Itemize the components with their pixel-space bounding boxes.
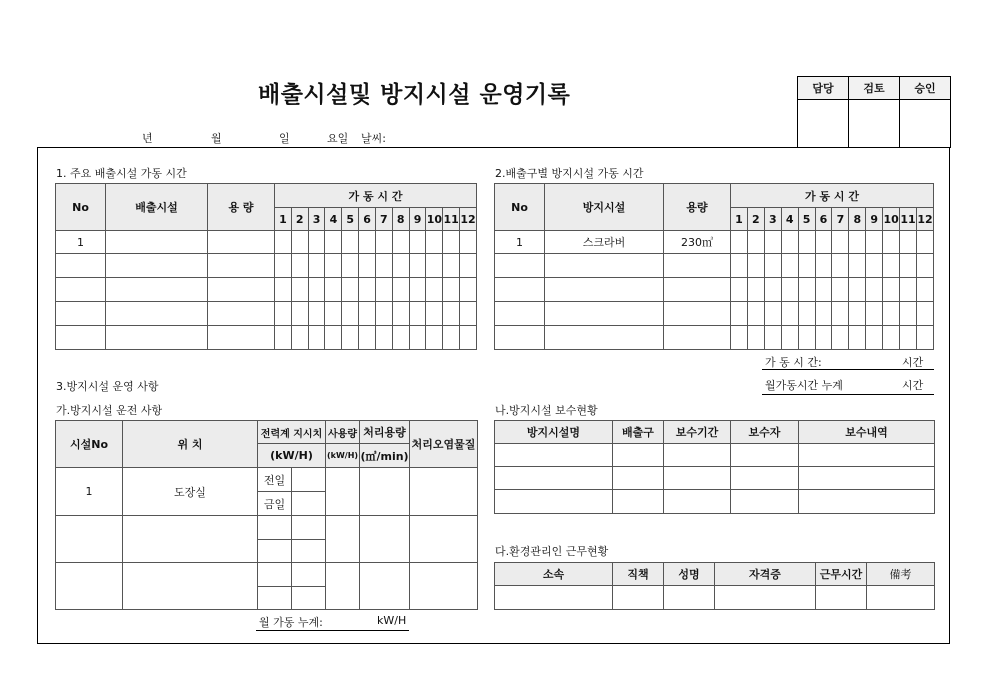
hour-cell[interactable] <box>275 254 292 278</box>
hour-cell[interactable] <box>764 326 781 350</box>
hour-cell[interactable] <box>426 254 443 278</box>
cell[interactable] <box>664 444 731 467</box>
hour-cell[interactable] <box>308 326 325 350</box>
hour-cell[interactable] <box>849 254 866 278</box>
cell-no[interactable] <box>56 254 106 278</box>
hour-cell[interactable] <box>375 231 392 254</box>
cell-no[interactable] <box>495 302 545 326</box>
hour-cell[interactable] <box>815 302 832 326</box>
monthly-power-underline <box>256 630 409 631</box>
total-hours-label: 가 동 시 간: <box>765 356 822 369</box>
header-no: No <box>56 184 106 231</box>
hour-cell[interactable] <box>883 302 900 326</box>
hour-header-9: 9 <box>409 208 426 231</box>
hour-cell[interactable] <box>731 326 748 350</box>
date-weekday: 요일 <box>327 132 349 145</box>
cell[interactable] <box>613 490 664 514</box>
hour-cell[interactable] <box>798 254 815 278</box>
total-hours-underline <box>762 369 934 370</box>
cell[interactable] <box>867 586 935 610</box>
hour-cell[interactable] <box>460 326 477 350</box>
hour-cell[interactable] <box>731 302 748 326</box>
cell-facility[interactable] <box>106 326 208 350</box>
cell-capacity[interactable] <box>208 326 275 350</box>
hour-header-6: 6 <box>359 208 376 231</box>
header-location: 위 치 <box>123 421 258 468</box>
header-remarks: 備考 <box>867 563 935 586</box>
cell-today-label[interactable] <box>258 587 292 610</box>
hour-cell[interactable] <box>392 254 409 278</box>
hour-cell[interactable] <box>781 278 798 302</box>
header-outlet: 배출구 <box>613 421 664 444</box>
monthly-hours-unit: 시간 <box>902 379 924 392</box>
cell-facility-no[interactable] <box>56 516 123 563</box>
hour-cell[interactable] <box>900 302 917 326</box>
hour-cell[interactable] <box>460 254 477 278</box>
hour-header-5: 5 <box>342 208 359 231</box>
approval-charge-sign[interactable] <box>798 100 849 148</box>
hour-cell[interactable] <box>325 278 342 302</box>
hour-cell[interactable] <box>815 231 832 254</box>
hour-cell[interactable] <box>883 326 900 350</box>
maintenance-table <box>494 420 935 514</box>
hour-cell[interactable] <box>747 231 764 254</box>
hour-cell[interactable] <box>731 254 748 278</box>
approval-approve-header: 승인 <box>900 77 951 100</box>
hour-cell[interactable] <box>275 231 292 254</box>
table-row <box>495 302 934 326</box>
cell[interactable] <box>731 444 799 467</box>
cell-treatment[interactable] <box>360 468 410 516</box>
monthly-power-label: 월 가동 누계: <box>259 616 323 629</box>
hour-cell[interactable] <box>443 278 460 302</box>
cell[interactable] <box>613 444 664 467</box>
cell[interactable] <box>799 490 935 514</box>
hour-cell[interactable] <box>460 231 477 254</box>
approval-approve-sign[interactable] <box>900 100 951 148</box>
cell-prev-day-value[interactable] <box>292 563 326 587</box>
cell[interactable] <box>715 586 816 610</box>
cell-capacity[interactable] <box>208 278 275 302</box>
hour-cell[interactable] <box>764 278 781 302</box>
cell-facility[interactable]: 스크라버 <box>545 231 664 254</box>
hour-cell[interactable] <box>764 302 781 326</box>
hour-cell[interactable] <box>460 278 477 302</box>
hour-cell[interactable] <box>866 278 883 302</box>
cell-facility[interactable] <box>106 254 208 278</box>
hour-cell[interactable] <box>900 231 917 254</box>
header-pollutant: 처리오염물질 <box>410 421 478 468</box>
hour-cell[interactable] <box>747 278 764 302</box>
hour-cell[interactable] <box>443 231 460 254</box>
cell[interactable] <box>731 467 799 490</box>
hour-cell[interactable] <box>849 278 866 302</box>
cell-facility[interactable] <box>545 326 664 350</box>
hour-cell[interactable] <box>781 326 798 350</box>
hour-cell[interactable] <box>342 302 359 326</box>
hour-cell[interactable] <box>359 278 376 302</box>
hour-cell[interactable] <box>426 278 443 302</box>
header-power-meter: 전력계 지시치 <box>258 421 326 444</box>
cell-location[interactable] <box>123 563 258 610</box>
header-usage-unit: (kW/H) <box>326 444 360 468</box>
table-row <box>495 231 934 254</box>
hour-cell[interactable] <box>359 326 376 350</box>
hour-cell[interactable] <box>832 231 849 254</box>
hour-cell[interactable] <box>798 278 815 302</box>
hour-cell[interactable] <box>849 302 866 326</box>
hour-cell[interactable] <box>443 254 460 278</box>
table-row <box>56 302 477 326</box>
cell-no[interactable]: 1 <box>56 231 106 254</box>
hour-cell[interactable] <box>883 231 900 254</box>
cell-treatment[interactable] <box>360 563 410 610</box>
cell-today-value[interactable] <box>292 540 326 563</box>
hour-cell[interactable] <box>342 231 359 254</box>
approval-review-header: 검토 <box>849 77 900 100</box>
hour-cell[interactable] <box>832 254 849 278</box>
header-usage: 사용량 <box>326 421 360 444</box>
hour-header-7: 7 <box>832 208 849 231</box>
table-row <box>56 231 477 254</box>
hour-cell[interactable] <box>443 302 460 326</box>
cell-location[interactable]: 도장실 <box>123 468 258 516</box>
header-prevention-name: 방지시설명 <box>495 421 613 444</box>
cell[interactable] <box>664 586 715 610</box>
hour-cell[interactable] <box>798 326 815 350</box>
cell[interactable] <box>799 467 935 490</box>
hour-header-2: 2 <box>291 208 308 231</box>
cell-no[interactable] <box>495 254 545 278</box>
hour-cell[interactable] <box>325 254 342 278</box>
hour-cell[interactable] <box>375 254 392 278</box>
section3-caption: 3.방지시설 운영 사항 <box>56 380 159 393</box>
header-power-meter-unit: (kW/H) <box>258 444 326 468</box>
table-row <box>495 254 934 278</box>
section1-caption: 1. 주요 배출시설 가동 시간 <box>56 167 187 180</box>
hour-cell[interactable] <box>409 326 426 350</box>
cell-facility[interactable] <box>106 231 208 254</box>
header-treatment-capacity: 처리용량 <box>360 421 410 444</box>
cell-no[interactable] <box>56 278 106 302</box>
section-b-caption: 나.방지시설 보수현황 <box>495 404 598 417</box>
hour-cell[interactable] <box>849 231 866 254</box>
hour-cell[interactable] <box>426 302 443 326</box>
cell-today-value[interactable] <box>292 492 326 516</box>
cell-no[interactable] <box>56 326 106 350</box>
hour-cell[interactable] <box>731 231 748 254</box>
hour-cell[interactable] <box>375 302 392 326</box>
hour-header-8: 8 <box>392 208 409 231</box>
cell-facility-no[interactable]: 1 <box>56 468 123 516</box>
cell[interactable] <box>799 444 935 467</box>
cell-facility-no[interactable] <box>56 563 123 610</box>
hour-header-10: 10 <box>883 208 900 231</box>
hour-cell[interactable] <box>375 278 392 302</box>
cell-prev-day-label[interactable] <box>258 563 292 587</box>
header-affiliation: 소속 <box>495 563 613 586</box>
table-row <box>56 278 477 302</box>
hour-cell[interactable] <box>798 302 815 326</box>
cell-capacity[interactable] <box>664 302 731 326</box>
hour-cell[interactable] <box>781 254 798 278</box>
header-operating-hours: 가 동 시 간 <box>731 184 934 208</box>
hour-cell[interactable] <box>815 278 832 302</box>
cell-prev-day-value[interactable] <box>292 516 326 540</box>
monthly-power-unit: kW/H <box>377 614 407 627</box>
header-capacity: 용 량 <box>208 184 275 231</box>
hour-cell[interactable] <box>359 254 376 278</box>
cell-pollutant[interactable] <box>410 563 478 610</box>
cell-no[interactable] <box>56 302 106 326</box>
hour-header-12: 12 <box>460 208 477 231</box>
cell[interactable] <box>664 490 731 514</box>
operation-table <box>55 420 478 610</box>
cell-facility[interactable] <box>545 278 664 302</box>
cell-facility[interactable] <box>106 302 208 326</box>
hour-cell[interactable] <box>342 278 359 302</box>
hour-header-3: 3 <box>308 208 325 231</box>
hour-header-1: 1 <box>275 208 292 231</box>
hour-header-2: 2 <box>747 208 764 231</box>
approval-box <box>797 76 951 148</box>
hour-header-1: 1 <box>731 208 748 231</box>
hour-header-12: 12 <box>916 208 933 231</box>
hour-cell[interactable] <box>815 326 832 350</box>
hour-cell[interactable] <box>392 231 409 254</box>
cell-pollutant[interactable] <box>410 468 478 516</box>
header-work-hours: 근무시간 <box>816 563 867 586</box>
hour-header-4: 4 <box>325 208 342 231</box>
hour-header-9: 9 <box>866 208 883 231</box>
hour-cell[interactable] <box>731 278 748 302</box>
hour-cell[interactable] <box>747 254 764 278</box>
hour-cell[interactable] <box>900 278 917 302</box>
cell-no[interactable] <box>495 278 545 302</box>
hour-cell[interactable] <box>325 302 342 326</box>
hour-cell[interactable] <box>916 278 933 302</box>
approval-charge-header: 담당 <box>798 77 849 100</box>
hour-cell[interactable] <box>849 326 866 350</box>
cell[interactable] <box>816 586 867 610</box>
header-no: No <box>495 184 545 231</box>
hour-cell[interactable] <box>308 231 325 254</box>
cell-prev-day-label[interactable] <box>258 516 292 540</box>
header-facility: 배출시설 <box>106 184 208 231</box>
hour-cell[interactable] <box>443 326 460 350</box>
cell-capacity[interactable] <box>664 278 731 302</box>
cell-usage[interactable] <box>326 563 360 610</box>
hour-cell[interactable] <box>392 302 409 326</box>
cell[interactable] <box>495 490 613 514</box>
header-facility: 방지시설 <box>545 184 664 231</box>
hour-cell[interactable] <box>392 278 409 302</box>
hour-header-5: 5 <box>798 208 815 231</box>
hour-cell[interactable] <box>275 302 292 326</box>
hour-cell[interactable] <box>325 231 342 254</box>
hour-cell[interactable] <box>375 326 392 350</box>
cell[interactable] <box>731 490 799 514</box>
hour-cell[interactable] <box>308 302 325 326</box>
hour-cell[interactable] <box>900 326 917 350</box>
cell-usage[interactable] <box>326 468 360 516</box>
hour-cell[interactable] <box>392 326 409 350</box>
cell-capacity[interactable] <box>208 231 275 254</box>
header-facility-no: 시설No <box>56 421 123 468</box>
cell-prev-day-label: 전일 <box>258 468 292 492</box>
hour-cell[interactable] <box>815 254 832 278</box>
cell-usage[interactable] <box>326 516 360 563</box>
hour-cell[interactable] <box>342 326 359 350</box>
cell-no[interactable] <box>495 326 545 350</box>
cell-today-label: 금일 <box>258 492 292 516</box>
hour-cell[interactable] <box>900 254 917 278</box>
hour-cell[interactable] <box>781 302 798 326</box>
hour-cell[interactable] <box>883 278 900 302</box>
hour-cell[interactable] <box>308 278 325 302</box>
table-row <box>495 278 934 302</box>
hour-cell[interactable] <box>409 302 426 326</box>
hour-cell[interactable] <box>916 231 933 254</box>
header-position: 직책 <box>613 563 664 586</box>
total-hours-unit: 시간 <box>902 356 924 369</box>
hour-cell[interactable] <box>832 278 849 302</box>
cell-pollutant[interactable] <box>410 516 478 563</box>
hour-cell[interactable] <box>308 254 325 278</box>
hour-cell[interactable] <box>291 231 308 254</box>
cell[interactable] <box>495 586 613 610</box>
hour-cell[interactable] <box>460 302 477 326</box>
hour-cell[interactable] <box>409 254 426 278</box>
hour-cell[interactable] <box>866 326 883 350</box>
hour-cell[interactable] <box>426 231 443 254</box>
cell-facility[interactable] <box>106 278 208 302</box>
header-repair-details: 보수내역 <box>799 421 935 444</box>
header-operating-hours: 가 동 시 간 <box>275 184 477 208</box>
emission-facility-table <box>55 183 477 350</box>
cell-today-value[interactable] <box>292 587 326 610</box>
hour-cell[interactable] <box>342 254 359 278</box>
hour-cell[interactable] <box>798 231 815 254</box>
hour-cell[interactable] <box>291 278 308 302</box>
cell-capacity[interactable] <box>664 254 731 278</box>
hour-cell[interactable] <box>866 231 883 254</box>
date-month: 월 <box>211 132 222 145</box>
cell-capacity[interactable] <box>208 254 275 278</box>
hour-cell[interactable] <box>916 302 933 326</box>
cell[interactable] <box>664 467 731 490</box>
header-treatment-unit: (㎥/min) <box>360 444 410 468</box>
hour-header-10: 10 <box>426 208 443 231</box>
cell-facility[interactable] <box>545 302 664 326</box>
cell-capacity[interactable]: 230㎥ <box>664 231 731 254</box>
monthly-hours-label: 월가동시간 누계 <box>765 379 843 392</box>
hour-cell[interactable] <box>747 326 764 350</box>
cell-capacity[interactable] <box>208 302 275 326</box>
hour-cell[interactable] <box>359 231 376 254</box>
hour-cell[interactable] <box>916 254 933 278</box>
date-year: 년 <box>142 132 153 145</box>
hour-cell[interactable] <box>832 302 849 326</box>
hour-cell[interactable] <box>359 302 376 326</box>
date-weather: 날씨: <box>361 132 386 145</box>
cell[interactable] <box>495 467 613 490</box>
hour-header-8: 8 <box>849 208 866 231</box>
hour-cell[interactable] <box>291 254 308 278</box>
hour-cell[interactable] <box>781 231 798 254</box>
cell[interactable] <box>613 467 664 490</box>
date-day: 일 <box>279 132 290 145</box>
hour-cell[interactable] <box>866 302 883 326</box>
cell[interactable] <box>495 444 613 467</box>
hour-cell[interactable] <box>866 254 883 278</box>
hour-header-11: 11 <box>443 208 460 231</box>
header-capacity: 용량 <box>664 184 731 231</box>
hour-cell[interactable] <box>291 326 308 350</box>
prevention-facility-table <box>494 183 934 350</box>
approval-review-sign[interactable] <box>849 100 900 148</box>
cell-today-label[interactable] <box>258 540 292 563</box>
header-name: 성명 <box>664 563 715 586</box>
cell-facility[interactable] <box>545 254 664 278</box>
header-repairer: 보수자 <box>731 421 799 444</box>
manager-table <box>494 562 935 610</box>
section2-caption: 2.배출구별 방지시설 가동 시간 <box>495 167 644 180</box>
hour-header-7: 7 <box>375 208 392 231</box>
hour-cell[interactable] <box>832 326 849 350</box>
hour-cell[interactable] <box>916 326 933 350</box>
hour-cell[interactable] <box>409 278 426 302</box>
hour-cell[interactable] <box>426 326 443 350</box>
hour-header-3: 3 <box>764 208 781 231</box>
hour-cell[interactable] <box>275 278 292 302</box>
cell-prev-day-value[interactable] <box>292 468 326 492</box>
form-title: 배출시설및 방지시설 운영기록 <box>258 82 571 108</box>
header-license: 자격증 <box>715 563 816 586</box>
cell-capacity[interactable] <box>664 326 731 350</box>
hour-cell[interactable] <box>764 254 781 278</box>
hour-header-6: 6 <box>815 208 832 231</box>
hour-header-4: 4 <box>781 208 798 231</box>
section-c-caption: 다.환경관리인 근무현황 <box>495 545 609 558</box>
header-repair-period: 보수기간 <box>664 421 731 444</box>
cell[interactable] <box>613 586 664 610</box>
hour-cell[interactable] <box>275 326 292 350</box>
table-row <box>56 326 477 350</box>
monthly-hours-underline <box>762 394 934 395</box>
hour-cell[interactable] <box>409 231 426 254</box>
hour-header-11: 11 <box>900 208 917 231</box>
hour-cell[interactable] <box>291 302 308 326</box>
table-row <box>56 254 477 278</box>
hour-cell[interactable] <box>747 302 764 326</box>
hour-cell[interactable] <box>325 326 342 350</box>
section3a-caption: 가.방지시설 운전 사항 <box>56 404 163 417</box>
hour-cell[interactable] <box>883 254 900 278</box>
hour-cell[interactable] <box>764 231 781 254</box>
cell-location[interactable] <box>123 516 258 563</box>
table-row <box>495 326 934 350</box>
cell-treatment[interactable] <box>360 516 410 563</box>
cell-no[interactable]: 1 <box>495 231 545 254</box>
